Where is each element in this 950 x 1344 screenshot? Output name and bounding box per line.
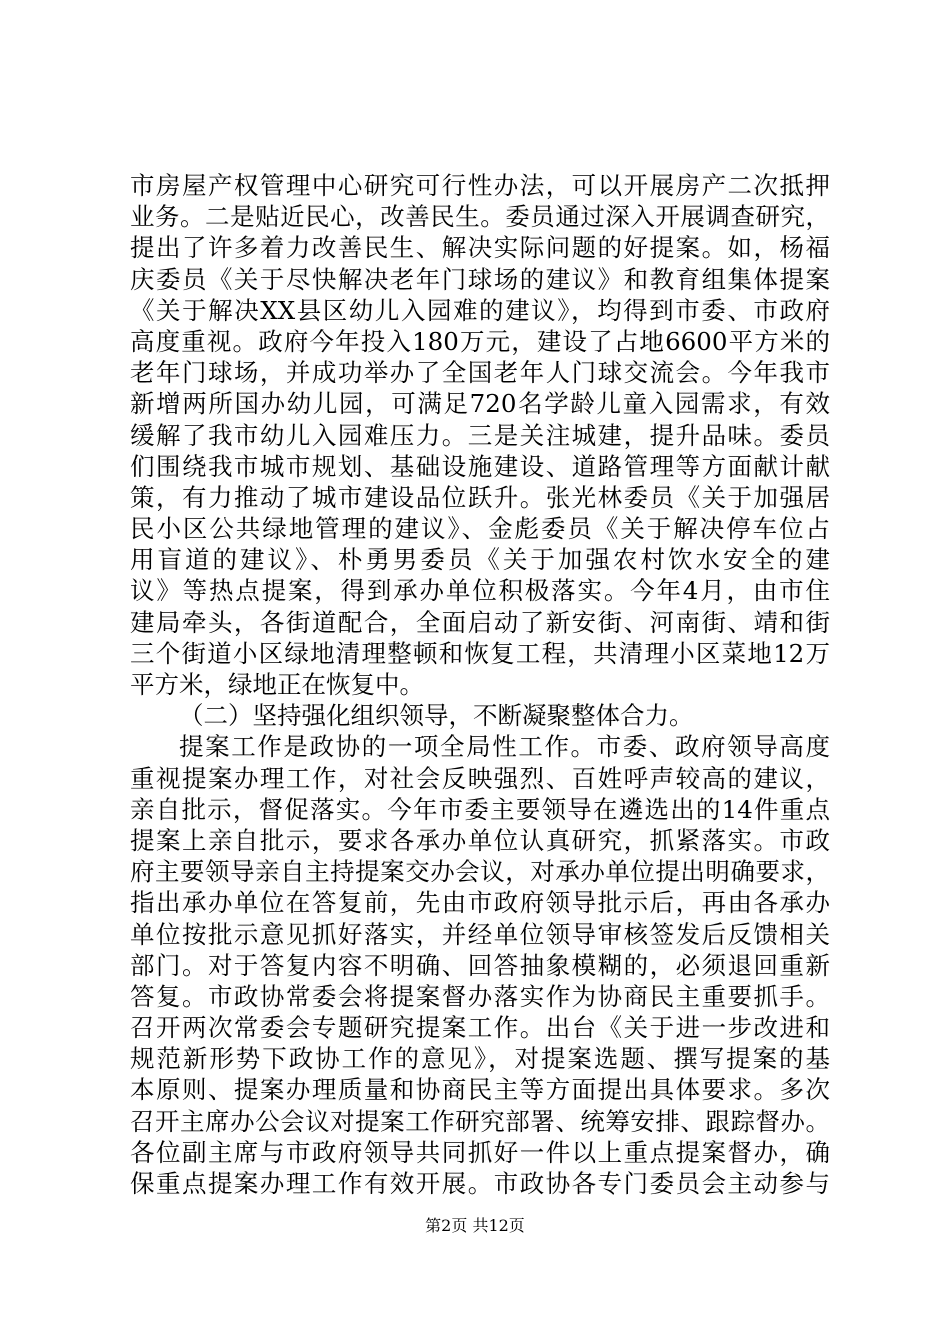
text-line: 答复。市政协常委会将提案督办落实作为协商民主重要抓手。 xyxy=(130,981,830,1011)
text-line: 高度重视。政府今年投入180万元，建设了占地6600平方米的 xyxy=(130,326,830,356)
text-line: 单位按批示意见抓好落实，并经单位领导审核签发后反馈相关 xyxy=(130,919,830,949)
text-line: 提出了许多着力改善民生、解决实际问题的好提案。如，杨福 xyxy=(130,233,830,263)
text-line: 缓解了我市幼儿入园难压力。三是关注城建，提升品味。委员 xyxy=(130,420,830,450)
text-line: 规范新形势下政协工作的意见》，对提案选题、撰写提案的基 xyxy=(130,1044,830,1074)
text-line: 保重点提案办理工作有效开展。市政协各专门委员会主动参与 xyxy=(130,1169,830,1198)
text-line: 建局牵头，各街道配合，全面启动了新安街、河南街、靖和街 xyxy=(130,607,830,637)
text-line: 召开主席办公会议对提案工作研究部署、统筹安排、跟踪督办。 xyxy=(130,1106,830,1136)
text-line: 策，有力推动了城市建设品位跃升。张光林委员《关于加强居 xyxy=(130,482,830,512)
text-line: 亲自批示，督促落实。今年市委主要领导在遴选出的14件重点 xyxy=(130,794,830,824)
text-line: 民小区公共绿地管理的建议》、金彪委员《关于解决停车位占 xyxy=(130,514,830,544)
text-line: 庆委员《关于尽快解决老年门球场的建议》和教育组集体提案 xyxy=(130,264,830,294)
text-line: 平方米，绿地正在恢复中。 xyxy=(130,670,424,699)
text-line: 三个街道小区绿地清理整顿和恢复工程，共清理小区菜地12万 xyxy=(130,638,830,668)
text-line: 市房屋产权管理中心研究可行性办法，可以开展房产二次抵押 xyxy=(130,171,830,200)
text-line: 《关于解决XX县区幼儿入园难的建议》，均得到市委、市政府 xyxy=(130,295,830,325)
text-line: 新增两所国办幼儿园，可满足720名学龄儿童入园需求，有效 xyxy=(130,389,830,419)
text-line: 老年门球场，并成功举办了全国老年人门球交流会。今年我市 xyxy=(130,358,830,388)
text-line: 部门。对于答复内容不明确、回答抽象模糊的，必须退回重新 xyxy=(130,950,830,980)
text-line: （二）坚持强化组织领导，不断凝聚整体合力。 xyxy=(179,701,694,731)
text-line: 用盲道的建议》、朴勇男委员《关于加强农村饮水安全的建 xyxy=(130,545,830,575)
text-line: 召开两次常委会专题研究提案工作。出台《关于进一步改进和 xyxy=(130,1013,830,1043)
page-footer: 第2页 共12页 xyxy=(425,1216,525,1235)
text-line: 重视提案办理工作，对社会反映强烈、百姓呼声较高的建议， xyxy=(130,763,830,793)
text-line: 各位副主席与市政府领导共同抓好一件以上重点提案督办，确 xyxy=(130,1137,830,1167)
text-line: 指出承办单位在答复前，先由市政府领导批示后，再由各承办 xyxy=(130,888,830,918)
text-line: 提案上亲自批示，要求各承办单位认真研究，抓紧落实。市政 xyxy=(130,825,830,855)
text-line: 业务。二是贴近民心，改善民生。委员通过深入开展调查研究， xyxy=(130,202,830,232)
text-line: 府主要领导亲自主持提案交办会议，对承办单位提出明确要求， xyxy=(130,857,830,887)
body-text xyxy=(130,170,830,1199)
text-line: 本原则、提案办理质量和协商民主等方面提出具体要求。多次 xyxy=(130,1075,830,1105)
text-line: 提案工作是政协的一项全局性工作。市委、政府领导高度 xyxy=(179,732,830,762)
text-line: 们围绕我市城市规划、基础设施建设、道路管理等方面献计献 xyxy=(130,451,830,481)
text-line: 议》等热点提案，得到承办单位积极落实。今年4月，由市住 xyxy=(130,576,830,606)
